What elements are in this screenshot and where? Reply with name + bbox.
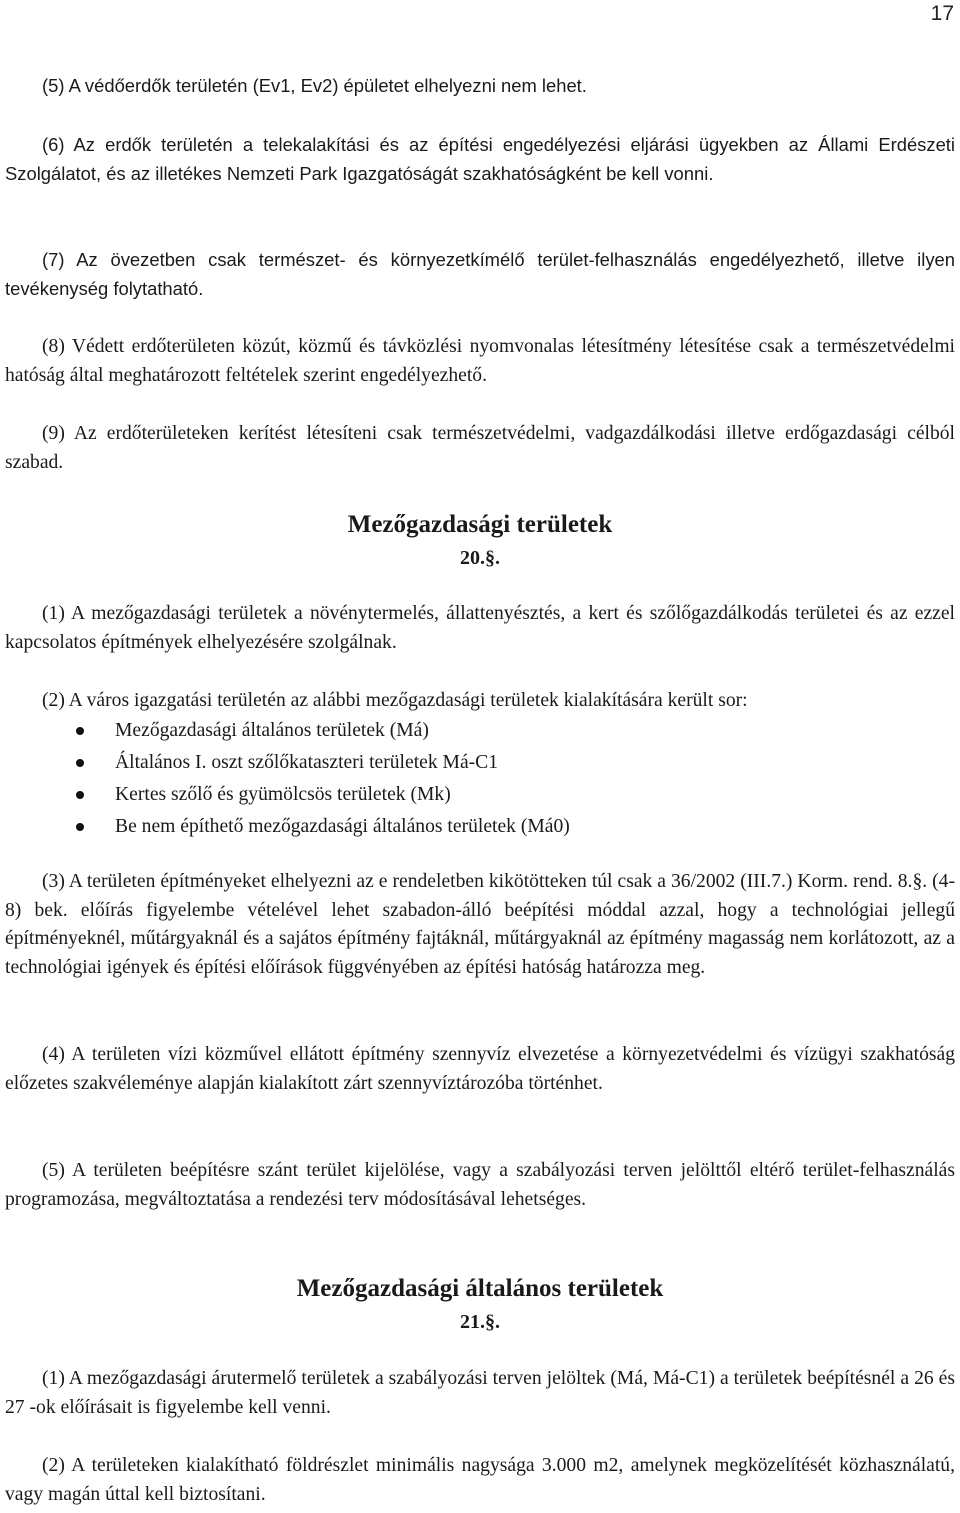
paragraph-20-1: (1) A mezőgazdasági területek a növénytermelés, állattenyésztés, a kert és szőlőgazdálkodás területei és az ezzel kapcsolatos építmények elhelyezésére szolgálnak. [5,603,955,653]
list-item: Be nem építhető mezőgazdasági általános területek (Má0) [0,811,960,843]
paragraph-20-4: (4) A területen vízi közművel ellátott építmény szennyvíz elvezetése a környezetvédelmi és vízügyi szakhatóság előzetes szakvéleménye alapján kialakított zárt szennyvíztározóba történhet. [5,1044,955,1094]
page-number: 17 [930,2,954,25]
paragraph-20-5: (5) A területen beépítésre szánt terület kijelölése, vagy a szabályozási terven jelölttől eltérő terület-felhasználás programozása, megváltoztatása a rendezési terv módosításával lehetséges. [5,1160,955,1210]
section-20-heading: Mezőgazdasági területek [347,511,613,538]
bullet-icon [76,823,84,831]
list-item: Kertes szőlő és gyümölcsös területek (Mk) [0,779,960,811]
paragraph-21-1: (1) A mezőgazdasági árutermelő területek a szabályozási terven jelöltek (Má, Má-C1) a területek beépítésnél a 26 és 27 -ok előírásait is figyelembe kell venni. [5,1368,955,1418]
paragraph-ev-buildings: (5) A védőerdők területén (Ev1, Ev2) épületet elhelyezni nem lehet. [42,75,587,96]
list-item: Mezőgazdasági általános területek (Má) [0,715,960,747]
bullet-icon [76,727,84,735]
bullet-icon [76,759,84,767]
paragraph-20-3: (3) A területen építményeket elhelyezni az e rendeletben kikötötteken túl csak a 36/2002 (III.7.) Korm. rend. 8.§. (4-8) bek. előírás figyelembe vételével lehet szabadon-álló beépítési móddal azzal, hogy a technológiai jellegű építményeknél, műtárgyaknál és a sajátos építmény fajtáknál, műtárgyaknál az építmény magasság nem korlátozott, az a technológiai igények és építési előírások függvényében az építési hatóság határozza meg. [5,871,955,978]
section-21-heading: Mezőgazdasági általános területek [296,1275,664,1302]
bullet-icon [76,791,84,799]
agricultural-area-list [0,715,960,843]
list-item: Általános I. oszt szőlőkataszteri területek Má-C1 [0,747,960,779]
paragraph-forest-authorities: (6) Az erdők területén a telekalakítási és az építési engedélyezési eljárási ügyekben az Állami Erdészeti Szolgálatot, és az illetékes Nemzeti Park Igazgatóságát szakhatóságként be kell vonni. [5,134,955,184]
paragraph-20-2-intro: (2) A város igazgatási területén az alábbi mezőgazdasági területek kialakítására került sor: [42,690,748,711]
section-21-number: 21.§. [460,1311,500,1333]
paragraph-zone-usage: (7) Az övezetben csak természet- és környezetkímélő terület-felhasználás engedélyezhető, illetve ilyen tevékenység folytatható. [5,249,955,299]
section-20-number: 20.§. [460,547,500,569]
paragraph-protected-forest: (8) Védett erdőterületen közút, közmű és távközlési nyomvonalas létesítmény létesítése csak a természetvédelmi hatóság által meghatározott feltételek szerint engedélyezhető. [5,336,955,386]
paragraph-21-2: (2) A területeken kialakítható földrészlet minimális nagysága 3.000 m2, amelynek megközelítését közhasználatú, vagy magán úttal kell biztosítani. [5,1455,955,1505]
paragraph-fencing: (9) Az erdőterületeken kerítést létesíteni csak természetvédelmi, vadgazdálkodási illetve erdőgazdasági célból szabad. [5,423,955,473]
